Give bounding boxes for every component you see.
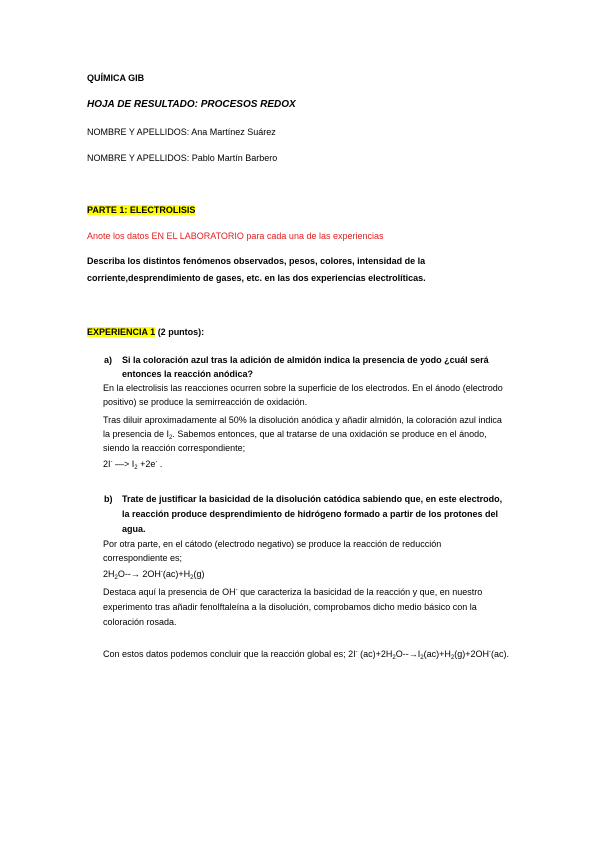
conclusion-part6: (ac). — [490, 649, 509, 659]
eq-a-part4: . — [157, 459, 163, 469]
eq-b-sub2: 2 — [190, 575, 194, 581]
eq-b-sup1: - — [160, 569, 163, 575]
eq-a-part1: 2I — [103, 459, 111, 469]
experience1-heading — [87, 326, 204, 338]
eq-a-part2: —> I — [112, 459, 135, 469]
answer-a-line4-post: . Sabemos entonces, que al tratarse de una oxidación se produce en el ánodo, — [172, 429, 487, 439]
question-b-marker: b) — [104, 494, 113, 504]
eq-b-part3: (ac)+H — [162, 569, 191, 579]
eq-b-sub1: 2 — [114, 575, 118, 581]
part1-heading-text: PARTE 1: ELECTROLISIS — [87, 205, 196, 215]
question-b-line3: agua. — [122, 524, 146, 534]
conclusion-sup1: - — [355, 649, 358, 655]
question-a-line2: entonces la reacción anódica? — [122, 369, 254, 379]
hydroxide-superscript: - — [235, 587, 238, 593]
answer-b-line3-pre: Destaca aquí la presencia de OH — [103, 587, 236, 597]
answer-b-line4: experimento tras añadir fenolftaleína a la disolución, comprobamos dicho medio básico con la — [103, 602, 477, 612]
part1-describe-line2: corriente,desprendimiento de gases, etc. en las dos experiencias electrolíticas. — [87, 273, 426, 283]
answer-b-line3-post: que caracteriza la basicidad de la reacción y que, en nuestro — [237, 587, 483, 597]
conclusion-part5: (g)+2OH — [454, 649, 489, 659]
answer-a-line5: siendo la reacción correspondiente; — [103, 443, 246, 453]
answer-a-line3: Tras diluir aproximadamente al 50% la disolución anódica y añadir almidón, la coloración azul indica — [103, 415, 502, 425]
conclusion-global-reaction — [103, 648, 509, 660]
answer-a-line4-pre: la presencia de I — [103, 429, 170, 439]
answer-a-line1: En la electrolisis las reacciones ocurren sobre la superficie de los electrodos. En el ánodo (electrodo — [103, 383, 503, 393]
eq-a-sup1: - — [110, 459, 113, 465]
equation-anodic — [103, 458, 162, 470]
answer-b-line3 — [103, 586, 482, 598]
student-name-1: NOMBRE Y APELLIDOS: Ana Martínez Suárez — [87, 127, 276, 137]
conclusion-part1: Con estos datos podemos concluir que la reacción global es; 2I — [103, 649, 356, 659]
answer-a-line4 — [103, 428, 487, 440]
experience1-heading-points: (2 puntos): — [155, 327, 205, 337]
course-title: QUÍMICA GIB — [87, 73, 145, 83]
eq-a-sub1: 2 — [134, 465, 138, 471]
question-b-line2: la reacción produce desprendimiento de hidrógeno formado a partir de los protones del — [122, 509, 499, 519]
question-a-line1: Si la coloración azul tras la adición de almidón indica la presencia de yodo ¿cuál será — [122, 355, 489, 365]
part1-instruction: Anote los datos EN EL LABORATORIO para cada una de las experiencias — [87, 231, 384, 241]
sheet-title: HOJA DE RESULTADO: PROCESOS REDOX — [87, 99, 296, 110]
conclusion-sup2: - — [488, 649, 491, 655]
conclusion-part2: (ac)+2H — [357, 649, 393, 659]
experience1-heading-highlight: EXPERIENCIA 1 — [87, 327, 156, 337]
answer-b-line5: coloración rosada. — [103, 617, 177, 627]
answer-b-line1: Por otra parte, en el cátodo (electrodo negativo) se produce la reacción de reducción — [103, 539, 442, 549]
equation-cathodic — [103, 568, 204, 580]
part1-heading — [87, 204, 195, 216]
student-name-2: NOMBRE Y APELLIDOS: Pablo Martín Barbero — [87, 153, 278, 163]
question-a-marker: a) — [104, 355, 113, 365]
eq-b-part4: (g) — [193, 569, 205, 579]
conclusion-sub1: 2 — [392, 655, 396, 661]
answer-b-line2: correspondiente es; — [103, 553, 183, 563]
part1-describe-line1: Describa los distintos fenómenos observados, pesos, colores, intensidad de la — [87, 256, 426, 266]
eq-a-part3: +2e — [137, 459, 156, 469]
eq-b-part2: O--→ 2OH — [117, 569, 161, 579]
eq-a-sup2: - — [155, 459, 158, 465]
conclusion-sub3: 2 — [450, 655, 455, 661]
eq-b-part1: 2H — [103, 569, 115, 579]
question-b-line1: Trate de justificar la basicidad de la disolución catódica sabiendo que, en este electrodo, — [122, 494, 503, 504]
answer-a-line2: positivo) se produce la semirreacción de oxidación. — [103, 397, 308, 407]
conclusion-sub2: 2 — [420, 655, 424, 661]
iodine-subscript: 2 — [169, 435, 173, 441]
conclusion-part3: O--→I — [395, 649, 421, 659]
conclusion-part4: (ac)+H — [423, 649, 451, 659]
